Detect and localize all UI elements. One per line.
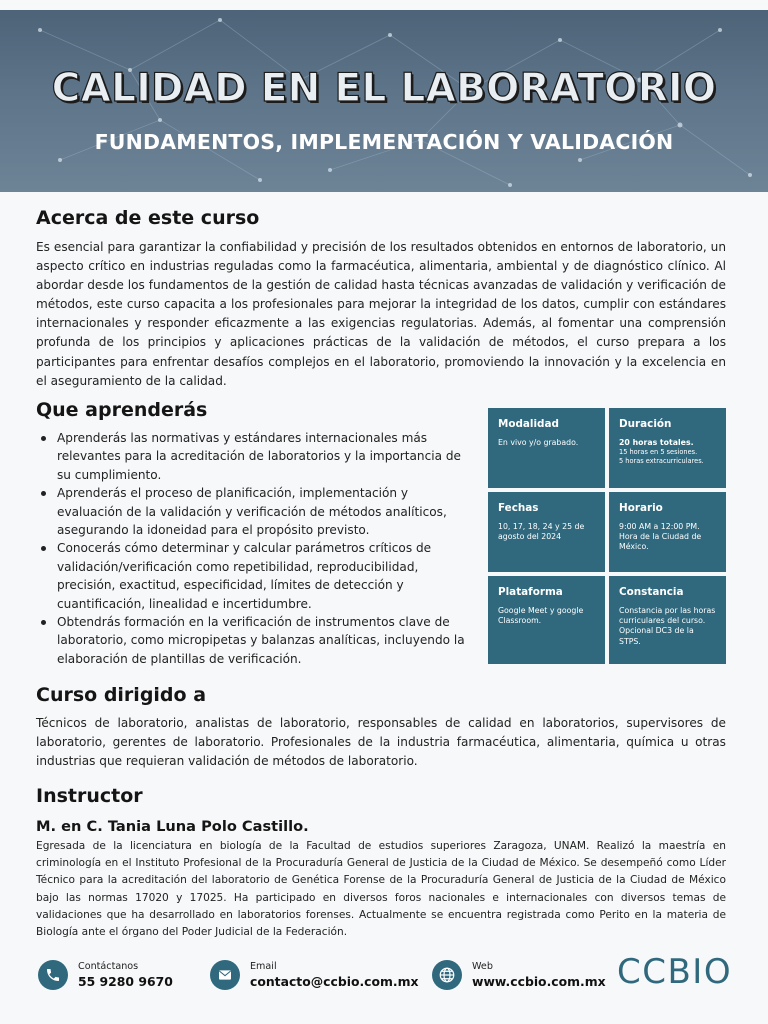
contact-phone[interactable] <box>38 960 173 990</box>
about-heading: Acerca de este curso <box>36 207 260 229</box>
phone-label: Contáctanos <box>78 961 139 972</box>
info-plataforma <box>488 576 605 664</box>
learn-heading: Que aprenderás <box>36 399 208 421</box>
email-address[interactable]: contacto@ccbio.com.mx <box>250 974 419 989</box>
info-value: 20 horas totales. <box>619 438 694 447</box>
contact-email[interactable] <box>210 960 419 990</box>
info-title: Modalidad <box>498 418 559 430</box>
info-modalidad <box>488 408 605 488</box>
info-title: Horario <box>619 502 663 514</box>
instructor-heading: Instructor <box>36 785 143 807</box>
list-item: Obtendrás formación en la verificación de instrumentos clave de laboratorio, como micropipetas y balanzas analíticas, incluyendo la elaboración de plantillas de verificación. <box>36 613 476 668</box>
learn-list <box>36 429 476 668</box>
audience-heading: Curso dirigido a <box>36 684 207 706</box>
info-title: Fechas <box>498 502 539 514</box>
page-subtitle: FUNDAMENTOS, IMPLEMENTACIÓN Y VALIDACIÓN <box>94 130 674 154</box>
info-sub: 5 horas extracurriculares. <box>619 456 704 465</box>
info-value: Constancia por las horas curriculares del curso. <box>619 606 716 626</box>
phone-number[interactable]: 55 9280 9670 <box>78 974 173 989</box>
page-title: CALIDAD EN EL LABORATORIO <box>51 66 717 111</box>
info-value: Opcional DC3 de la STPS. <box>619 626 694 646</box>
info-fechas <box>488 492 605 572</box>
audience-text: Técnicos de laboratorio, analistas de laboratorio, responsables de calidad en laboratorios, supervisores de laboratorio, gerentes de laboratorio. Profesionales de la industria farmacéutica, alimentaria, química u otras industrias que requieran validación de métodos de laboratorio. <box>36 716 726 769</box>
web-address[interactable]: www.ccbio.com.mx <box>472 974 606 989</box>
info-constancia <box>609 576 726 664</box>
info-value: Google Meet y google Classroom. <box>498 606 584 626</box>
phone-icon <box>38 960 68 990</box>
info-sub: 15 horas en 5 sesiones. <box>619 448 698 457</box>
info-title: Plataforma <box>498 586 563 598</box>
globe-icon <box>432 960 462 990</box>
instructor-name: M. en C. Tania Luna Polo Castillo. <box>36 818 309 835</box>
list-item: Aprenderás las normativas y estándares internacionales más relevantes para la acreditación de laboratorios y la importancia de su cumplimiento. <box>36 429 476 484</box>
list-item: Conocerás cómo determinar y calcular parámetros críticos de validación/verificación como repetibilidad, reproducibilidad, precisión, exactitud, especificidad, límites de detección y cuantificación, linealidad e incertidumbre. <box>36 539 476 613</box>
info-value: 9:00 AM a 12:00 PM. <box>619 522 700 531</box>
about-text: Es esencial para garantizar la confiabilidad y precisión de los resultados obtenidos en entornos de laboratorio, un aspecto crítico en industrias reguladas como la farmacéutica, alimentaria, ambiental y de diagnóstico clínico. Al abordar desde los fundamentos de la gestión de calidad hasta técnicas avanzadas de validación y verificación de métodos, este curso capacita a los profesionales para mejorar la integridad de los datos, cumplir con estándares internacionales y responder eficazmente a las exigencias regulatorias. Además, al fomentar una comprensión profunda de los principios y aplicaciones prácticas de la validación de métodos, el curso prepara a los participantes para enfrentar desafíos complejos en el laboratorio, promoviendo la innovación y la excelencia en el aseguramiento de la calidad. <box>36 240 726 388</box>
header-banner <box>0 10 768 192</box>
list-item: Aprenderás el proceso de planificación, implementación y evaluación de la validación y verificación de métodos analíticos, asegurando la idoneidad para el propósito previsto. <box>36 484 476 539</box>
contact-web[interactable] <box>432 960 606 990</box>
info-value: En vivo y/o grabado. <box>498 438 579 447</box>
info-title: Duración <box>619 418 672 430</box>
web-label: Web <box>472 961 493 972</box>
info-horario <box>609 492 726 572</box>
info-value: Hora de la Ciudad de México. <box>619 532 702 552</box>
info-duracion <box>609 408 726 488</box>
info-value: 10, 17, 18, 24 y 25 de agosto del 2024 <box>498 522 585 542</box>
instructor-bio: Egresada de la licenciatura en biología de la Facultad de estudios superiores Zaragoza, UNAM. Realizó la maestría en criminología en el Instituto Profesional de la Procuraduría General de Justicia de la Ciudad de México. Se desempeñó como Líder Técnico para la acreditación del laboratorio de Genética Forense de la Procuraduría General de Justicia de la Ciudad de México bajo las normas 17020 y 17025. Ha participado en diversos foros nacionales e internacionales con diversos temas de validaciones que ha desarrollado en laboratorios forenses. Actualmente se encuentra registrada como Perito en la materia de Biología ante el órgano del Poder Judicial de la Federación. <box>36 840 726 939</box>
email-label: Email <box>250 961 277 972</box>
info-title: Constancia <box>619 586 684 598</box>
brand-logo: CCBIO <box>617 952 733 992</box>
mail-icon <box>210 960 240 990</box>
